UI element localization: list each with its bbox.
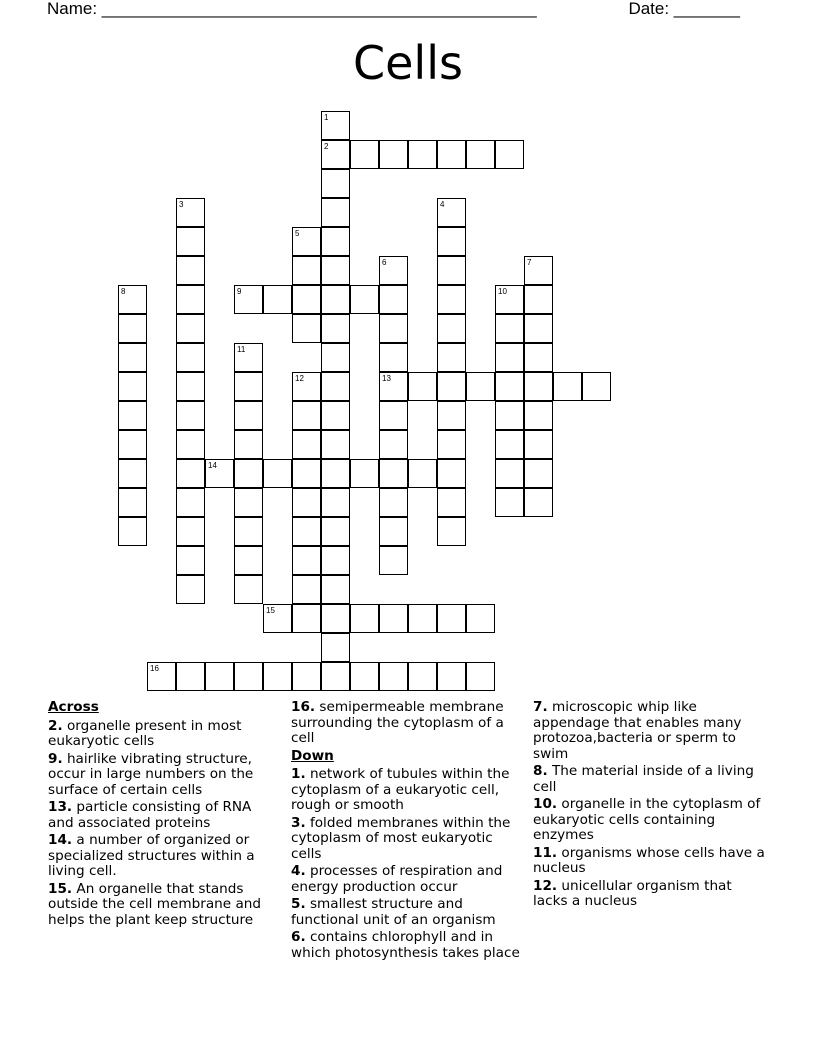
grid-cell[interactable] bbox=[292, 285, 321, 314]
grid-cell[interactable] bbox=[437, 140, 466, 169]
date-field[interactable]: Date: _______ bbox=[628, 0, 740, 18]
grid-cell[interactable] bbox=[379, 604, 408, 633]
grid-cell[interactable] bbox=[408, 140, 437, 169]
grid-cell[interactable] bbox=[379, 430, 408, 459]
across-clue bbox=[48, 719, 280, 750]
grid-cell[interactable] bbox=[176, 314, 205, 343]
grid-cell[interactable] bbox=[437, 488, 466, 517]
grid-cell[interactable] bbox=[292, 459, 321, 488]
grid-cell[interactable] bbox=[176, 575, 205, 604]
grid-cell[interactable] bbox=[379, 546, 408, 575]
grid-cell[interactable] bbox=[553, 372, 582, 401]
grid-cell[interactable] bbox=[350, 604, 379, 633]
across-clue bbox=[48, 800, 280, 831]
grid-cell[interactable] bbox=[379, 140, 408, 169]
grid-cell[interactable] bbox=[321, 546, 350, 575]
clue-text: organelle in the cytoplasm of eukaryotic cells containing enzymes bbox=[533, 796, 761, 843]
grid-cell[interactable] bbox=[263, 459, 292, 488]
grid-cell[interactable] bbox=[379, 459, 408, 488]
clue-number-label: 15. bbox=[48, 880, 73, 897]
grid-cell[interactable] bbox=[524, 372, 553, 401]
grid-cell[interactable] bbox=[495, 343, 524, 372]
grid-cell[interactable] bbox=[437, 227, 466, 256]
down-clue bbox=[533, 879, 765, 910]
clue-text: semipermeable membrane surrounding the cytoplasm of a cell bbox=[291, 699, 504, 746]
grid-cell[interactable] bbox=[176, 546, 205, 575]
grid-cell[interactable] bbox=[437, 372, 466, 401]
grid-cell[interactable] bbox=[234, 343, 263, 372]
name-field[interactable]: Name: ______________________________________________ bbox=[47, 0, 537, 18]
clue-number-label: 3. bbox=[291, 814, 306, 831]
grid-cell[interactable] bbox=[292, 430, 321, 459]
grid-cell[interactable] bbox=[466, 140, 495, 169]
clue-number: 11 bbox=[237, 345, 246, 354]
grid-cell[interactable] bbox=[205, 662, 234, 691]
grid-cell[interactable] bbox=[234, 430, 263, 459]
grid-cell[interactable] bbox=[118, 517, 147, 546]
grid-cell[interactable] bbox=[176, 459, 205, 488]
grid-cell[interactable] bbox=[524, 488, 553, 517]
clue-number-label: 4. bbox=[291, 863, 306, 879]
grid-cell[interactable] bbox=[263, 662, 292, 691]
grid-cell[interactable] bbox=[437, 517, 466, 546]
grid-cell[interactable] bbox=[263, 285, 292, 314]
grid-cell[interactable] bbox=[379, 401, 408, 430]
grid-cell[interactable] bbox=[118, 401, 147, 430]
grid-cell[interactable] bbox=[495, 140, 524, 169]
grid-cell[interactable] bbox=[495, 314, 524, 343]
grid-cell[interactable] bbox=[234, 662, 263, 691]
clue-text: particle consisting of RNA and associated proteins bbox=[48, 799, 252, 831]
clues-column-3 bbox=[533, 700, 765, 912]
clue-number-label: 16. bbox=[291, 699, 316, 715]
clue-number-label: 10. bbox=[533, 796, 558, 812]
grid-cell[interactable] bbox=[350, 285, 379, 314]
grid-cell[interactable] bbox=[321, 488, 350, 517]
grid-cell[interactable] bbox=[118, 430, 147, 459]
across-clue bbox=[48, 882, 280, 929]
grid-cell[interactable] bbox=[234, 488, 263, 517]
grid-cell[interactable] bbox=[118, 314, 147, 343]
grid-cell[interactable] bbox=[495, 430, 524, 459]
grid-cell[interactable] bbox=[582, 372, 611, 401]
grid-cell[interactable] bbox=[466, 372, 495, 401]
grid-cell[interactable] bbox=[321, 198, 350, 227]
grid-cell[interactable] bbox=[292, 314, 321, 343]
clue-number-label: 2. bbox=[48, 717, 63, 734]
clue-number-label: 7. bbox=[533, 699, 548, 715]
clue-number: 9 bbox=[237, 287, 242, 296]
grid-cell[interactable] bbox=[350, 459, 379, 488]
clues-column-2 bbox=[291, 700, 523, 963]
grid-cell[interactable] bbox=[495, 488, 524, 517]
grid-cell[interactable] bbox=[379, 256, 408, 285]
clue-number: 5 bbox=[295, 229, 300, 238]
grid-cell[interactable] bbox=[379, 488, 408, 517]
clue-text: organisms whose cells have a nucleus bbox=[533, 844, 765, 876]
grid-cell[interactable] bbox=[176, 198, 205, 227]
grid-cell[interactable] bbox=[292, 256, 321, 285]
clue-number: 4 bbox=[440, 200, 445, 209]
grid-cell[interactable] bbox=[379, 314, 408, 343]
down-clue bbox=[533, 764, 765, 795]
down-clue bbox=[291, 864, 523, 895]
grid-cell[interactable] bbox=[321, 227, 350, 256]
grid-cell[interactable] bbox=[321, 314, 350, 343]
grid-cell[interactable] bbox=[292, 604, 321, 633]
grid-cell[interactable] bbox=[437, 285, 466, 314]
grid-cell[interactable] bbox=[176, 430, 205, 459]
grid-cell[interactable] bbox=[321, 430, 350, 459]
grid-cell[interactable] bbox=[321, 285, 350, 314]
grid-cell[interactable] bbox=[379, 343, 408, 372]
down-heading: Down bbox=[291, 747, 334, 764]
clue-number: 2 bbox=[324, 142, 329, 151]
grid-cell[interactable] bbox=[321, 401, 350, 430]
clue-number-label: 11. bbox=[533, 844, 558, 861]
grid-cell[interactable] bbox=[495, 459, 524, 488]
grid-cell[interactable] bbox=[118, 343, 147, 372]
grid-cell[interactable] bbox=[292, 517, 321, 546]
grid-cell[interactable] bbox=[321, 459, 350, 488]
grid-cell[interactable] bbox=[495, 285, 524, 314]
grid-cell[interactable] bbox=[524, 256, 553, 285]
clue-number: 15 bbox=[266, 606, 275, 615]
down-clue bbox=[291, 897, 523, 928]
grid-cell[interactable] bbox=[234, 459, 263, 488]
grid-cell[interactable] bbox=[176, 285, 205, 314]
grid-cell[interactable] bbox=[495, 401, 524, 430]
grid-cell[interactable] bbox=[408, 662, 437, 691]
grid-cell[interactable] bbox=[118, 285, 147, 314]
grid-cell[interactable] bbox=[292, 662, 321, 691]
grid-cell[interactable] bbox=[118, 372, 147, 401]
clue-text: contains chlorophyll and in which photosynthesis takes place bbox=[291, 929, 520, 961]
grid-cell[interactable] bbox=[321, 662, 350, 691]
clue-text: folded membranes within the cytoplasm of most eukaryotic cells bbox=[291, 814, 511, 862]
clue-text: smallest structure and functional unit of an organism bbox=[291, 896, 496, 928]
grid-cell[interactable] bbox=[118, 488, 147, 517]
grid-cell[interactable] bbox=[437, 343, 466, 372]
grid-cell[interactable] bbox=[437, 401, 466, 430]
grid-cell[interactable] bbox=[437, 198, 466, 227]
grid-cell[interactable] bbox=[263, 604, 292, 633]
clue-number: 13 bbox=[382, 374, 391, 383]
down-clue bbox=[291, 816, 523, 863]
grid-cell[interactable] bbox=[524, 314, 553, 343]
clue-text: a number of organized or specialized structures within a living cell. bbox=[48, 832, 255, 879]
grid-cell[interactable] bbox=[176, 256, 205, 285]
grid-cell[interactable] bbox=[437, 430, 466, 459]
clue-number-label: 1. bbox=[291, 766, 306, 782]
grid-cell[interactable] bbox=[292, 546, 321, 575]
grid-cell[interactable] bbox=[524, 401, 553, 430]
grid-cell[interactable] bbox=[321, 633, 350, 662]
grid-cell[interactable] bbox=[524, 459, 553, 488]
grid-cell[interactable] bbox=[321, 372, 350, 401]
down-clue bbox=[291, 930, 523, 961]
grid-cell[interactable] bbox=[234, 285, 263, 314]
grid-cell[interactable] bbox=[379, 372, 408, 401]
grid-cell[interactable] bbox=[437, 459, 466, 488]
grid-cell[interactable] bbox=[408, 372, 437, 401]
grid-cell[interactable] bbox=[234, 517, 263, 546]
clue-text: processes of respiration and energy production occur bbox=[291, 863, 503, 895]
grid-cell[interactable] bbox=[292, 227, 321, 256]
down-clue bbox=[533, 797, 765, 844]
clue-number-label: 12. bbox=[533, 877, 558, 894]
clue-number: 3 bbox=[179, 200, 184, 209]
grid-cell[interactable] bbox=[466, 662, 495, 691]
grid-cell[interactable] bbox=[321, 111, 350, 140]
grid-cell[interactable] bbox=[350, 662, 379, 691]
clue-number-label: 5. bbox=[291, 896, 306, 912]
clue-number-label: 8. bbox=[533, 763, 548, 779]
grid-cell[interactable] bbox=[321, 575, 350, 604]
clue-number: 12 bbox=[295, 374, 304, 383]
grid-cell[interactable] bbox=[524, 430, 553, 459]
grid-cell[interactable] bbox=[176, 401, 205, 430]
clue-number: 7 bbox=[527, 258, 532, 267]
page-title: Cells bbox=[353, 36, 463, 90]
clue-number: 16 bbox=[150, 664, 159, 673]
clue-number: 8 bbox=[121, 287, 126, 296]
grid-cell[interactable] bbox=[176, 227, 205, 256]
grid-cell[interactable] bbox=[524, 343, 553, 372]
grid-cell[interactable] bbox=[176, 662, 205, 691]
clue-text: hairlike vibrating structure, occur in large numbers on the surface of certain cells bbox=[48, 750, 254, 798]
grid-cell[interactable] bbox=[234, 575, 263, 604]
grid-cell[interactable] bbox=[321, 140, 350, 169]
clue-number-label: 14. bbox=[48, 832, 73, 848]
grid-cell[interactable] bbox=[176, 343, 205, 372]
grid-cell[interactable] bbox=[437, 604, 466, 633]
clue-text: microscopic whip like appendage that enables many protozoa,bacteria or sperm to swim bbox=[533, 699, 742, 762]
clue-number: 10 bbox=[498, 287, 507, 296]
down-clue bbox=[533, 700, 765, 762]
grid-cell[interactable] bbox=[437, 256, 466, 285]
down-clue bbox=[291, 767, 523, 814]
grid-cell[interactable] bbox=[292, 488, 321, 517]
down-clue bbox=[533, 846, 765, 877]
grid-cell[interactable] bbox=[408, 459, 437, 488]
clue-number: 6 bbox=[382, 258, 387, 267]
clue-number: 1 bbox=[324, 113, 329, 122]
clue-number-label: 9. bbox=[48, 750, 63, 767]
clue-text: organelle present in most eukaryotic cells bbox=[48, 717, 242, 749]
grid-cell[interactable] bbox=[176, 517, 205, 546]
grid-cell[interactable] bbox=[437, 662, 466, 691]
grid-cell[interactable] bbox=[234, 372, 263, 401]
grid-cell[interactable] bbox=[321, 343, 350, 372]
grid-cell[interactable] bbox=[379, 662, 408, 691]
grid-cell[interactable] bbox=[379, 517, 408, 546]
grid-cell[interactable] bbox=[321, 604, 350, 633]
grid-cell[interactable] bbox=[379, 285, 408, 314]
across-heading: Across bbox=[48, 699, 99, 715]
across-clue bbox=[48, 833, 280, 880]
grid-cell[interactable] bbox=[408, 604, 437, 633]
clue-text: unicellular organism that lacks a nucleus bbox=[533, 877, 732, 909]
grid-cell[interactable] bbox=[321, 169, 350, 198]
grid-cell[interactable] bbox=[176, 488, 205, 517]
clues-column-1 bbox=[48, 700, 280, 930]
grid-cell[interactable] bbox=[292, 372, 321, 401]
grid-cell[interactable] bbox=[147, 662, 176, 691]
clue-number: 14 bbox=[208, 461, 217, 470]
across-clue bbox=[291, 700, 523, 747]
grid-cell[interactable] bbox=[495, 372, 524, 401]
grid-cell[interactable] bbox=[292, 401, 321, 430]
grid-cell[interactable] bbox=[176, 372, 205, 401]
grid-cell[interactable] bbox=[321, 517, 350, 546]
grid-cell[interactable] bbox=[350, 140, 379, 169]
grid-cell[interactable] bbox=[437, 314, 466, 343]
grid-cell[interactable] bbox=[466, 604, 495, 633]
grid-cell[interactable] bbox=[234, 401, 263, 430]
grid-cell[interactable] bbox=[292, 575, 321, 604]
grid-cell[interactable] bbox=[524, 285, 553, 314]
grid-cell[interactable] bbox=[321, 256, 350, 285]
across-clue bbox=[48, 752, 280, 799]
clue-number-label: 6. bbox=[291, 929, 306, 945]
grid-cell[interactable] bbox=[205, 459, 234, 488]
clue-text: An organelle that stands outside the cell membrane and helps the plant keep structure bbox=[48, 880, 262, 928]
grid-cell[interactable] bbox=[234, 546, 263, 575]
clue-text: network of tubules within the cytoplasm of a eukaryotic cell, rough or smooth bbox=[291, 766, 510, 813]
clue-number-label: 13. bbox=[48, 799, 73, 815]
grid-cell[interactable] bbox=[118, 459, 147, 488]
clue-text: The material inside of a living cell bbox=[533, 763, 754, 795]
